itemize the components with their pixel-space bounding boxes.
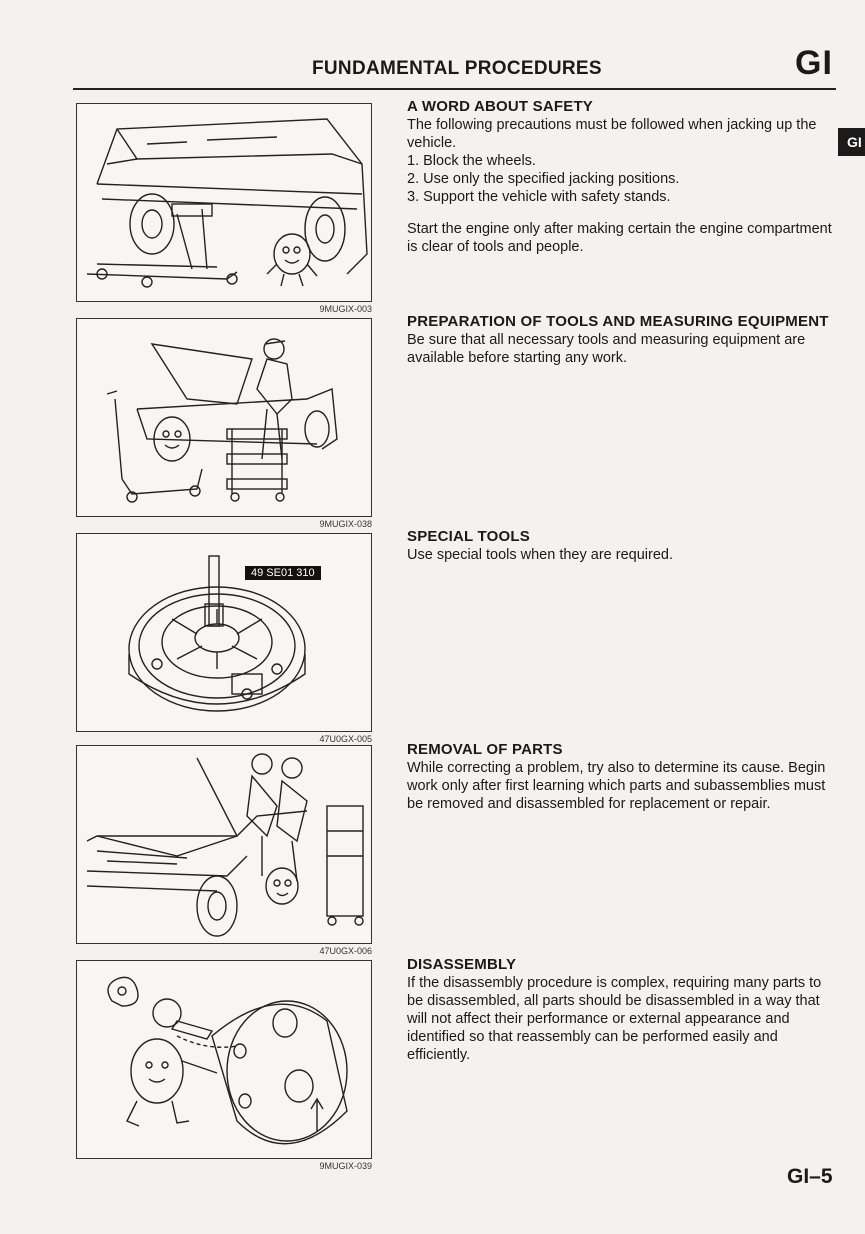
section-title: SPECIAL TOOLS — [407, 528, 530, 545]
safety-step: 1. Block the wheels. — [407, 153, 536, 169]
clutch-illustration — [77, 534, 372, 732]
figure-code: 47U0GX-005 — [319, 734, 372, 744]
section-body: Be sure that all necessary tools and measuring equipment are available before starting any work. — [407, 332, 806, 366]
safety-step: 2. Use only the specified jacking positions. — [407, 171, 680, 187]
tool-cart-illustration — [77, 319, 372, 517]
section-body: While correcting a problem, try also to determine its cause. Begin work only after first learning which parts and subassemblies must be removed and disassembled for replacement or repair. — [407, 760, 826, 812]
figure-code: 9MUGIX-039 — [319, 1161, 372, 1171]
section-special-tools — [407, 527, 837, 564]
section-title: REMOVAL OF PARTS — [407, 741, 563, 758]
figure-tool-cart — [76, 318, 372, 517]
header-divider — [73, 88, 836, 90]
safety-step: 3. Support the vehicle with safety stands. — [407, 189, 671, 205]
section-title: DISASSEMBLY — [407, 956, 517, 973]
page-title: FUNDAMENTAL PROCEDURES — [312, 58, 602, 79]
figure-removal — [76, 745, 372, 944]
engine-inspection-illustration — [77, 746, 372, 944]
section-side-tab[interactable]: GI — [838, 128, 865, 156]
figure-special-tool — [76, 533, 372, 732]
section-body — [407, 116, 837, 256]
section-removal — [407, 740, 837, 813]
special-tool-part-number: 49 SE01 310 — [245, 566, 321, 580]
figure-code: 9MUGIX-038 — [319, 519, 372, 529]
section-disassembly — [407, 955, 837, 1064]
section-body: Use special tools when they are required. — [407, 547, 673, 563]
page-number: GI–5 — [787, 1165, 833, 1188]
section-code: GI — [795, 44, 833, 82]
disassembly-illustration — [77, 961, 372, 1159]
figure-disassembly — [76, 960, 372, 1159]
figure-code: 9MUGIX-003 — [319, 304, 372, 314]
section-title: A WORD ABOUT SAFETY — [407, 98, 594, 115]
section-body: If the disassembly procedure is complex, requiring many parts to be disassembled, all parts should be disassembled in a way that will not affect their performance or external appearance and identified so that reassembly can be performed easily and efficiently. — [407, 975, 822, 1063]
section-preparation — [407, 312, 837, 367]
figure-vehicle-jack — [76, 103, 372, 302]
section-safety — [407, 97, 837, 256]
safety-intro: The following precautions must be followed when jacking up the vehicle. — [407, 117, 817, 151]
section-title: PREPARATION OF TOOLS AND MEASURING EQUIPMENT — [407, 313, 829, 330]
jack-illustration — [77, 104, 372, 302]
figure-code: 47U0GX-006 — [319, 946, 372, 956]
safety-note: Start the engine only after making certain the engine compartment is clear of tools and people. — [407, 221, 832, 255]
